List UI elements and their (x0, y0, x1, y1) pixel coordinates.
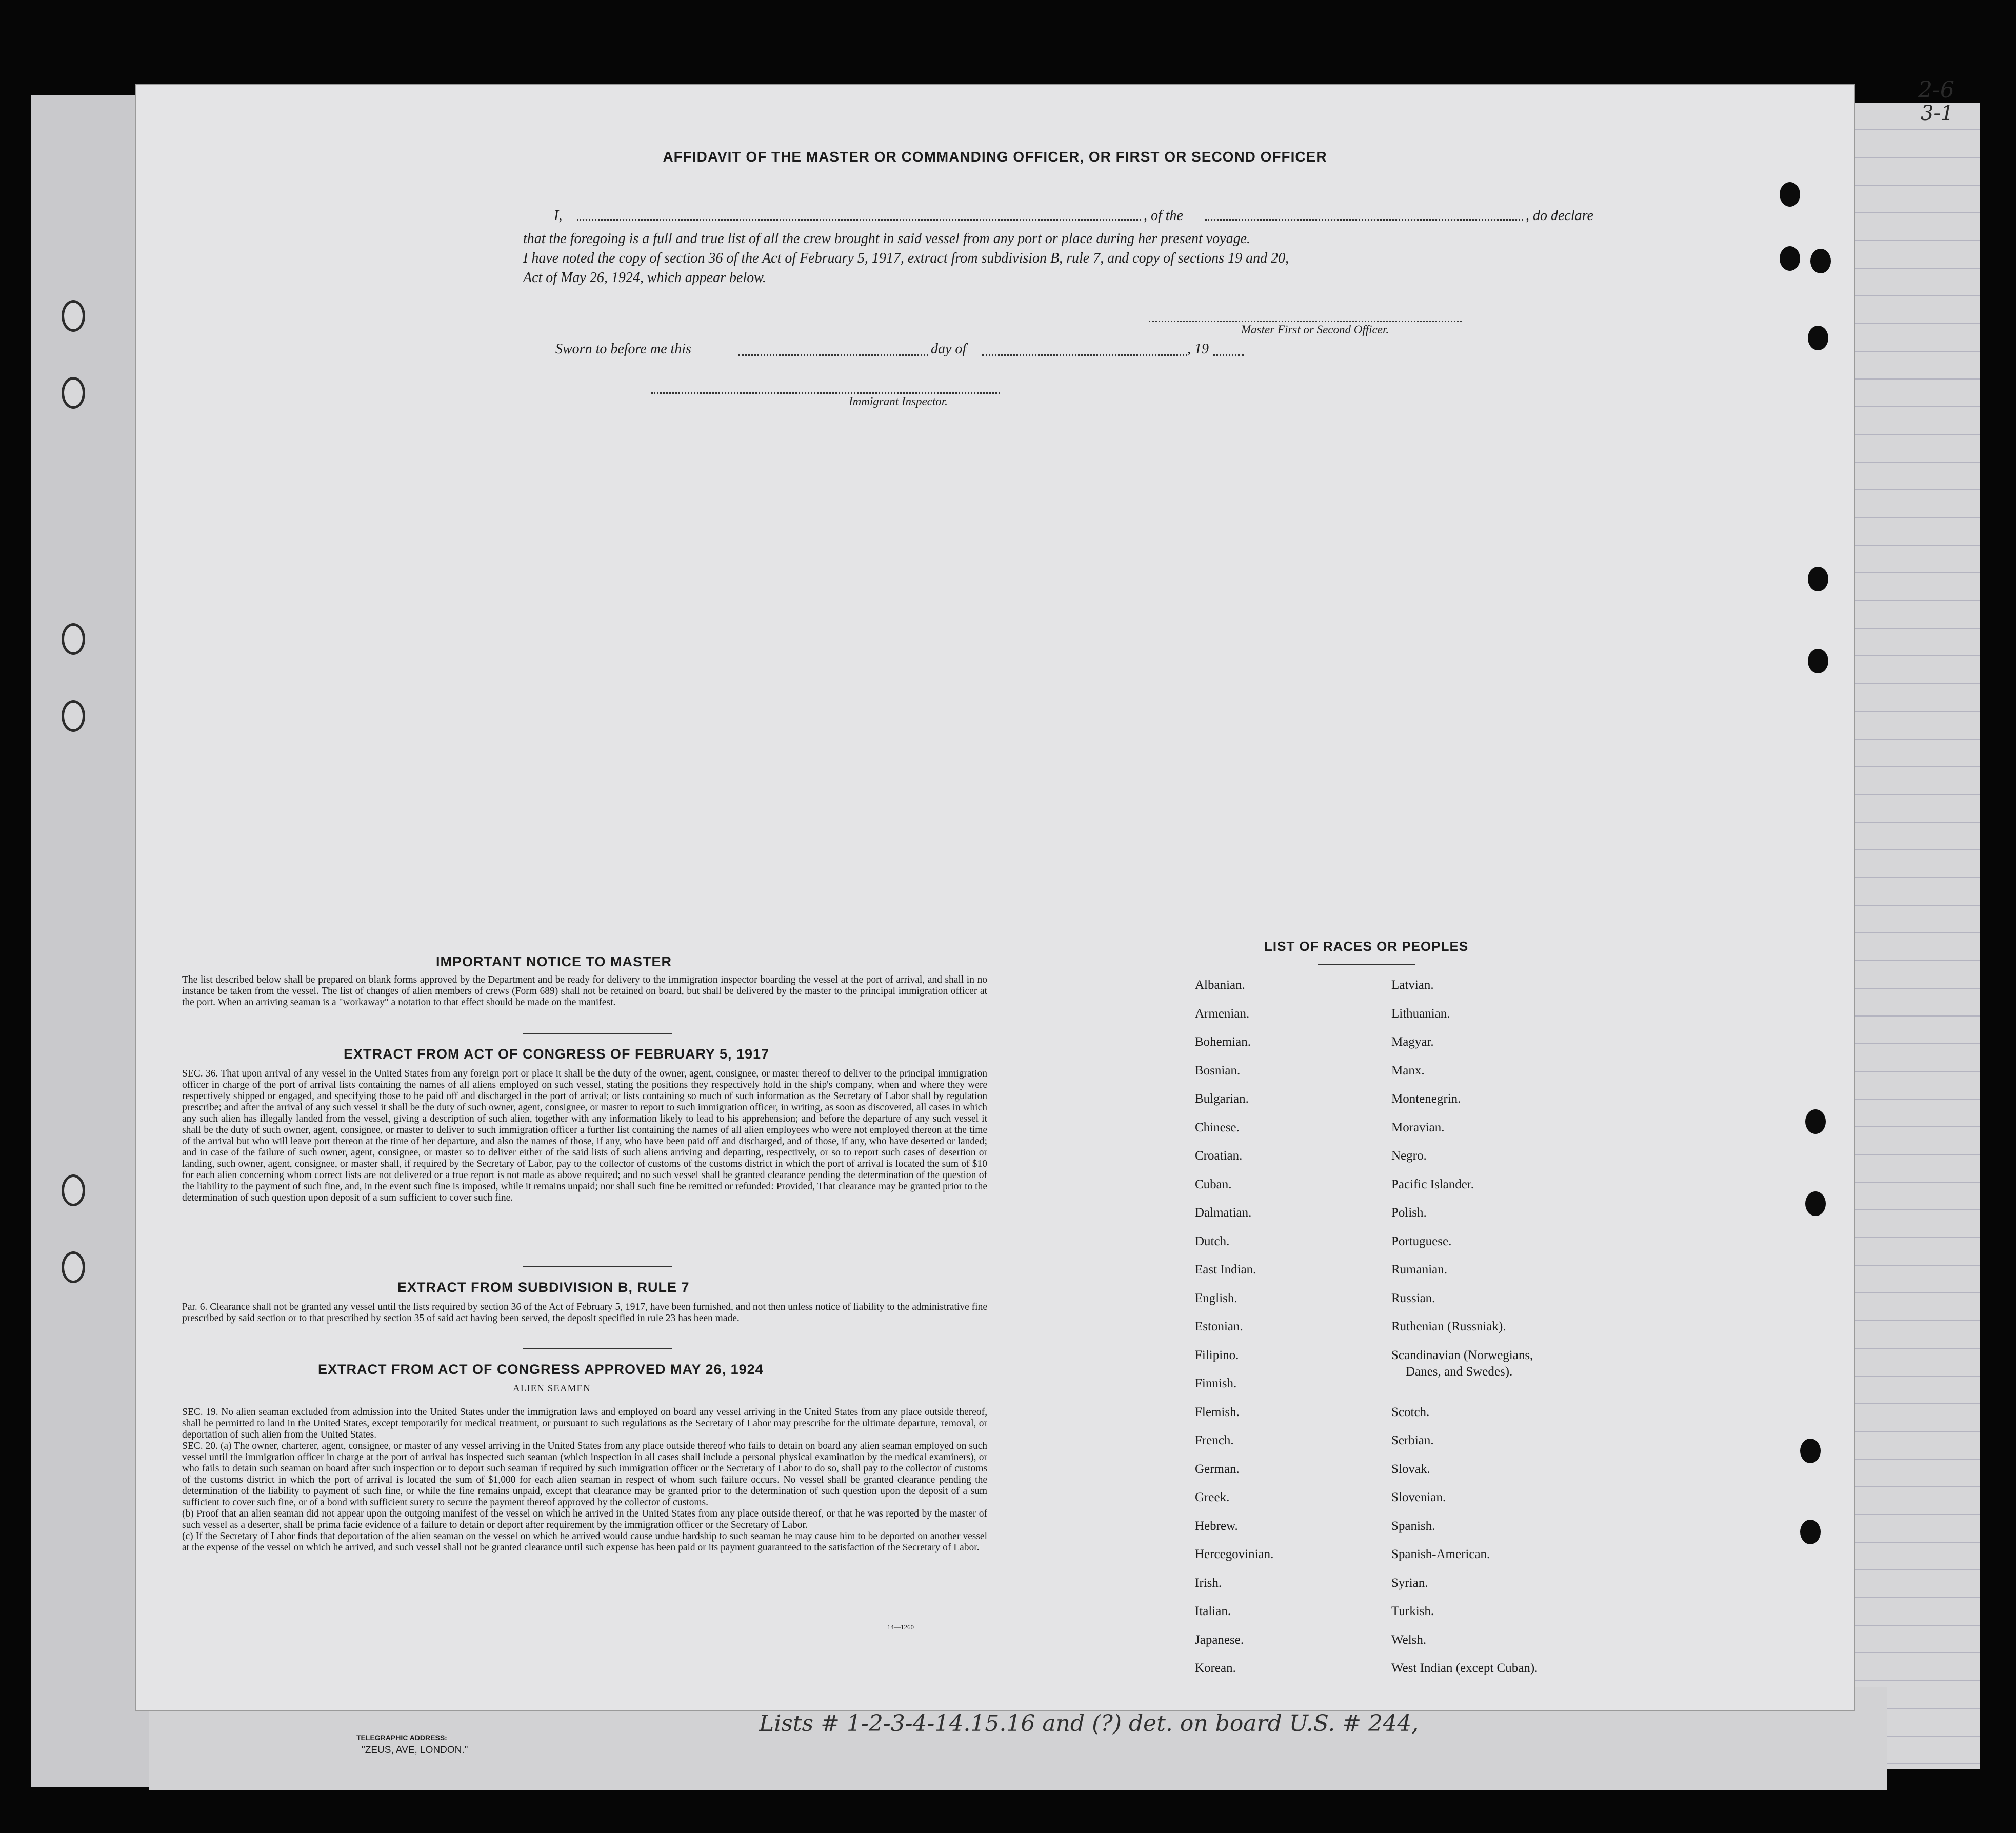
race-item: Greek. (1195, 1490, 1230, 1504)
race-item: English. (1195, 1291, 1237, 1305)
race-item: Rumanian. (1391, 1263, 1448, 1277)
extract-1917-body: SEC. 36. That upon arrival of any vessel in the United States from any foreign port or place it shall be the duty of the owner, agent, consignee, or master thereof to deliver to the principal immigration officer in charge of the port of arrival lists containing the names of all aliens employed on such vessel, stating the positions they respectively hold in the ship's company, when and where they were respectively shipped or engaged, and specifying those to be paid off and discharged in the port of arrival; or lists containing so much of such information as the Secretary of Labor shall by regulation prescribe; and after the arrival of any such vessel it shall be the duty of such owner, agent, consignee, or master to report to such immigration officer, in writing, as soon as discovered, all cases in which any such alien has illegally landed from the vessel, giving a description of such alien, together with any information likely to lead to his apprehension; and before the departure of any such vessel it shall be the duty of such owner, agent, consignee, or master to deliver to such immigration officer a further list containing the names of all alien employees who were not employed thereon at the time of the arrival but who will leave port thereon at the time of her departure, and also the names of those, if any, who have been paid off and discharged, and of those, if any, who have deserted or landed; and in case of the failure of such owner, agent, consignee, or master so to deliver either of the said lists of such aliens arriving and departing, respectively, or so to report such cases of desertion or landing, such owner, agent, consignee, or master shall, if required by the Secretary of Labor, pay to the collector of customs of the customs district in which the port of arrival is located the sum of $10 for each alien concerning whom correct lists are not delivered or a true report is not made as above required; and no such vessel shall be granted clearance pending the determination of the question of the liability to the payment of such fine, and, in the event such fine is imposed, while it remains unpaid; nor shall such fine be remitted or refunded: Provided, That clearance may be granted prior to the determination of such question upon deposit of a sum sufficient to cover such fine. (182, 1068, 987, 1203)
affidavit-declare: , do declare (1526, 208, 1593, 224)
race-item: Slovenian. (1391, 1490, 1446, 1504)
sworn-day-line[interactable] (738, 354, 928, 356)
punch-hole (1800, 1520, 1821, 1544)
race-item: Albanian. (1195, 978, 1245, 992)
punch-hole (1808, 649, 1828, 673)
divider (523, 1033, 672, 1034)
race-item: Serbian. (1391, 1433, 1434, 1447)
divider (523, 1348, 672, 1349)
extract-1924-title: EXTRACT FROM ACT OF CONGRESS APPROVED MAY 26, 1924 (318, 1362, 764, 1377)
extract-rule7-title: EXTRACT FROM SUBDIVISION B, RULE 7 (397, 1280, 690, 1295)
form-number: 14—1260 (887, 1623, 914, 1631)
race-item: Japanese. (1195, 1632, 1244, 1647)
race-item: Scandinavian (Norwegians, (1391, 1348, 1533, 1362)
binding-hole (62, 700, 85, 732)
race-item: Korean. (1195, 1661, 1236, 1675)
race-item: Turkish. (1391, 1604, 1434, 1618)
punch-hole (1800, 1439, 1821, 1463)
race-item: Bosnian. (1195, 1063, 1241, 1078)
races-right-column (1391, 977, 1538, 1689)
affidavit-i: I, (554, 208, 563, 224)
races-left-column (1195, 977, 1273, 1689)
race-item: Dalmatian. (1195, 1206, 1252, 1220)
race-item: Hercegovinian. (1195, 1547, 1274, 1561)
punch-hole (1808, 567, 1828, 591)
race-item: West Indian (except Cuban). (1391, 1661, 1538, 1675)
year-prefix: , 19 (1187, 341, 1209, 357)
punch-hole (1808, 326, 1828, 350)
race-item: German. (1195, 1462, 1240, 1476)
corner-note: 3-1 (1921, 102, 1954, 125)
inspector-signature-line[interactable] (651, 392, 1000, 394)
binding-hole (62, 1174, 85, 1206)
handwritten-note: Lists # 1-2-3-4-14.15.16 and (?) det. on board U.S. # 244, (759, 1710, 1419, 1737)
section-20a: SEC. 20. (a) The owner, charterer, agent, consignee, or master of any vessel arriving in the United States from any place outside thereof who fails to detain on board any alien seaman employed on such vessel until the immigration officer in charge at the port of arrival has inspected such seaman (which inspection in all cases shall include a personal physical examination by the medical examiners), or who fails to detain such seaman on board after such inspection or to deport such seaman if required by such immigration officer or the Secretary of Labor to do so, shall pay to the collector of customs of the customs district in which the port of arrival is located the sum of $1,000 for each alien seaman in respect of whom such failure occurs. No vessel shall be granted clearance pending the determination of the liability to payment of such fine, or while the fine remains unpaid, except that clearance may be granted prior to the determination of such question upon the deposit of a sum sufficient to cover such fine, or of a bond with sufficient surety to secure the payment thereof approved by the collector of customs. (182, 1441, 987, 1508)
extract-rule7-body: Par. 6. Clearance shall not be granted any vessel until the lists required by section 36 of the Act of February 5, 1917, have been furnished, and not then unless notice of liability to the administrative fine prescribed by said section or to that prescribed by section 35 of said act having been served, the deposit specified in rule 23 has been made. (182, 1302, 987, 1324)
race-item: Dutch. (1195, 1234, 1230, 1248)
race-item: Magyar. (1391, 1035, 1434, 1049)
race-item: Portuguese. (1391, 1234, 1452, 1248)
race-item: Scotch. (1391, 1405, 1430, 1419)
race-item: Italian. (1195, 1604, 1231, 1618)
affidavit-title: AFFIDAVIT OF THE MASTER OR COMMANDING OFFICER, OR FIRST OR SECOND OFFICER (663, 149, 1327, 165)
race-item: Moravian. (1391, 1120, 1445, 1134)
race-item: Polish. (1391, 1206, 1427, 1220)
race-item: Slovak. (1391, 1462, 1430, 1476)
punch-hole (1805, 1109, 1826, 1134)
race-item: Flemish. (1195, 1405, 1240, 1419)
race-item: Estonian. (1195, 1320, 1243, 1333)
manifest-back-page (136, 85, 1854, 1710)
race-item: Montenegrin. (1391, 1092, 1461, 1106)
year-blank-line[interactable] (1213, 354, 1244, 356)
corner-note: 2-6 (1918, 77, 1954, 103)
divider (523, 1266, 672, 1267)
master-signature-label: Master First or Second Officer. (1241, 323, 1389, 336)
race-item: Russian. (1391, 1291, 1435, 1305)
day-of-label: day of (931, 341, 967, 357)
notice-body: The list described below shall be prepared on blank forms approved by the Department and be ready for delivery to the immigration inspector boarding the vessel at the port of arrival, and shall in no instance be taken from the vessel. The list of changes of alien members of crews (Form 689) shall not be retained on board, but shall be delivered by the master to the principal immigration officer at the port. When an arriving seaman is a "workaway" a notation to that effect should be made on the manifest. (182, 974, 987, 1008)
race-item: Negro. (1391, 1149, 1427, 1163)
race-item: East Indian. (1195, 1263, 1256, 1277)
sworn-month-line[interactable] (982, 354, 1187, 356)
binding-hole (62, 300, 85, 332)
race-item: Latvian. (1391, 978, 1434, 992)
race-item: Syrian. (1391, 1576, 1428, 1590)
alien-seamen-subtitle: ALIEN SEAMEN (513, 1383, 591, 1394)
affidavit-line-3: I have noted the copy of section 36 of the Act of February 5, 1917, extract from subdivision B, rule 7, and copy of sections 19 and 20, (523, 250, 1289, 266)
affidavit-line-2: that the foregoing is a full and true list of all the crew brought in said vessel from any port or place during her present voyage. (523, 231, 1251, 247)
telegraphic-label: TELEGRAPHIC ADDRESS: (356, 1734, 447, 1742)
race-item: Chinese. (1195, 1120, 1240, 1134)
race-item: Filipino. (1195, 1348, 1239, 1362)
master-signature-line[interactable] (1149, 321, 1462, 322)
punch-hole (1780, 246, 1800, 271)
telegraphic-address: "ZEUS, AVE, LONDON." (362, 1745, 468, 1756)
section-20b: (b) Proof that an alien seaman did not appear upon the outgoing manifest of the vessel on which he arrived in the United States from any place outside thereof, or that he was reported by the master of such vessel as a deserter, shall be prima facie evidence of a failure to detain or deport after requirement by the immigration officer or the Secretary of Labor. (182, 1508, 987, 1530)
race-item: Irish. (1195, 1576, 1222, 1590)
punch-hole (1810, 249, 1831, 273)
divider (1318, 964, 1415, 965)
inspector-signature-label: Immigrant Inspector. (849, 395, 948, 408)
section-19: SEC. 19. No alien seaman excluded from admission into the United States under the immigration laws and employed on board any vessel arriving in the United States from any place outside thereof, shall be permitted to land in the United States, except temporarily for medical treatment, or pursuant to such regulations as the Secretary of Labor may prescribe for the ultimate departure, removal, or deportation of such alien from the United States. (182, 1407, 987, 1440)
extract-1917-title: EXTRACT FROM ACT OF CONGRESS OF FEBRUARY 5, 1917 (344, 1046, 770, 1062)
race-item: Finnish. (1195, 1377, 1237, 1390)
race-item: Ruthenian (Russniak). (1391, 1320, 1506, 1333)
affidavit-of-the: , of the (1144, 208, 1183, 224)
race-item: Spanish-American. (1391, 1547, 1490, 1561)
notice-title: IMPORTANT NOTICE TO MASTER (436, 954, 672, 969)
races-title: LIST OF RACES OR PEOPLES (1264, 939, 1469, 954)
race-item: Pacific Islander. (1391, 1177, 1474, 1191)
race-item: Croatian. (1195, 1149, 1243, 1163)
race-item: Armenian. (1195, 1006, 1250, 1021)
race-item: French. (1195, 1433, 1234, 1447)
sworn-label: Sworn to before me this (555, 341, 691, 357)
race-item: Spanish. (1391, 1519, 1435, 1533)
race-item: Manx. (1391, 1063, 1425, 1078)
name-blank-line[interactable] (577, 219, 1141, 221)
race-item: Cuban. (1195, 1177, 1232, 1191)
race-item: Bulgarian. (1195, 1092, 1249, 1106)
race-item: Danes, and Swedes). (1406, 1364, 1513, 1379)
vessel-blank-line[interactable] (1205, 219, 1523, 221)
race-item: Hebrew. (1195, 1519, 1238, 1533)
section-20c: (c) If the Secretary of Labor finds that deportation of the alien seaman on the vessel on which he arrived would cause undue hardship to such seaman he may cause him to be deported on another vessel at the expense of the vessel on which he arrived, and such vessel shall not be granted clearance until such expense has been paid or its payment guaranteed to the satisfaction of the Secretary of Labor. (182, 1531, 987, 1553)
race-item: Lithuanian. (1391, 1006, 1450, 1021)
binding-hole (62, 1251, 85, 1283)
binding-hole (62, 623, 85, 655)
affidavit-line-4: Act of May 26, 1924, which appear below. (523, 270, 766, 286)
race-item: Welsh. (1391, 1632, 1427, 1647)
race-item: Bohemian. (1195, 1035, 1251, 1049)
punch-hole (1780, 182, 1800, 207)
punch-hole (1805, 1191, 1826, 1216)
binding-hole (62, 377, 85, 409)
